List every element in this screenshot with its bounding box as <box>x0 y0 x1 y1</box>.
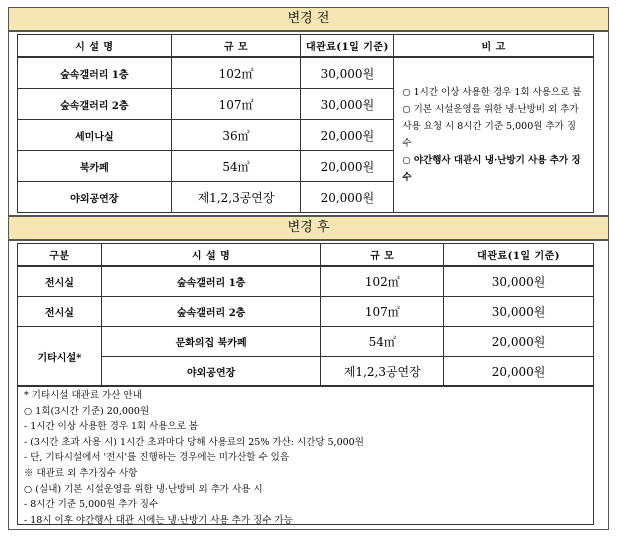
note-line: * 기타시설 대관료 가산 안내 <box>24 390 142 401</box>
remarks-cell <box>394 57 594 213</box>
facility-size: 102㎡ <box>321 266 444 297</box>
facility-name: 세미나실 <box>18 120 172 151</box>
after-table <box>17 243 594 387</box>
header-fee: 대관료(1일 기준) <box>301 35 394 58</box>
note-line: - (3시간 초과 사용 시) 1시간 초과마다 당해 사용료의 25% 가산: 시간당 5,000원 <box>24 436 364 448</box>
facility-name: 북카페 <box>18 151 172 182</box>
table-row <box>18 57 594 89</box>
header-fee: 대관료(1일 기준) <box>444 244 594 267</box>
facility-size: 54㎡ <box>171 151 301 182</box>
facility-size: 제1,2,3공연장 <box>321 357 444 387</box>
remark-line: ○ 야간행사 대관시 냉·난방기 사용 추가 징수 <box>402 155 581 183</box>
table-row <box>18 297 594 327</box>
note-line: - 8시간 기준 5,000원 추가 징수 <box>24 499 159 511</box>
remark-line: ○ 1시간 이상 사용한 경우 1회 사용으로 봄 <box>402 87 582 98</box>
facility-fee: 30,000원 <box>301 57 394 89</box>
facility-name: 숲속갤러리 1층 <box>101 266 321 297</box>
table-row <box>18 266 594 297</box>
note-line: - 단, 기타시설에서 '전시'를 진행하는 경우에는 미가산할 수 있음 <box>24 452 290 464</box>
header-size: 규 모 <box>171 35 301 58</box>
before-section-title: 변경 전 <box>8 7 609 31</box>
header-facility: 시 설 명 <box>101 244 321 267</box>
facility-name: 야외공연장 <box>101 357 321 387</box>
facility-name: 숲속갤러리 1층 <box>18 57 172 89</box>
facility-category: 전시실 <box>18 297 102 327</box>
facility-fee: 20,000원 <box>301 151 394 182</box>
facility-size: 102㎡ <box>171 57 301 89</box>
before-table <box>17 34 594 213</box>
header-size: 규 모 <box>321 244 444 267</box>
facility-fee: 20,000원 <box>301 120 394 151</box>
facility-name: 야외공연장 <box>18 182 172 213</box>
note-line: ○ 1회(3시간 기준) 20,000원 <box>24 405 150 417</box>
facility-fee: 20,000원 <box>301 182 394 213</box>
note-line: - 18시 이후 야간행사 대관 시에는 냉·난방기 사용 추가 징수 가능 <box>24 514 293 526</box>
facility-name: 숲속갤러리 2층 <box>101 297 321 327</box>
facility-size: 제1,2,3공연장 <box>171 182 301 213</box>
note-line: - 1시간 이상 사용한 경우 1회 사용으로 봄 <box>24 421 199 433</box>
facility-fee: 30,000원 <box>301 89 394 120</box>
after-header-row <box>18 244 594 267</box>
after-notes-box <box>17 385 594 525</box>
note-line: ※ 대관료 외 추가징수 사항 <box>24 467 138 479</box>
facility-size: 107㎡ <box>171 89 301 120</box>
facility-name: 숲속갤러리 2층 <box>18 89 172 120</box>
facility-size: 36㎡ <box>171 120 301 151</box>
table-row <box>18 357 594 387</box>
facility-size: 107㎡ <box>321 297 444 327</box>
facility-category: 전시실 <box>18 266 102 297</box>
note-line: ○ (실내) 기본 시설운영을 위한 냉·난방비 외 추가 사용 시 <box>24 483 263 495</box>
header-remarks: 비 고 <box>394 35 594 58</box>
facility-fee: 20,000원 <box>444 357 594 387</box>
facility-fee: 30,000원 <box>444 266 594 297</box>
facility-fee: 20,000원 <box>444 327 594 357</box>
table-row <box>18 327 594 357</box>
header-facility: 시 설 명 <box>18 35 172 58</box>
facility-name: 문화의집 북카페 <box>101 327 321 357</box>
after-section-title: 변경 후 <box>8 216 609 240</box>
remark-line: ○ 기본 시설운영을 위한 냉·난방비 외 추가 사용 요청 시 8시간 기준 5,000원 추가 징수 <box>402 104 579 149</box>
before-header-row <box>18 35 594 58</box>
facility-fee: 30,000원 <box>444 297 594 327</box>
header-category: 구분 <box>18 244 102 267</box>
facility-size: 54㎡ <box>321 327 444 357</box>
facility-category: 기타시설* <box>18 327 102 387</box>
